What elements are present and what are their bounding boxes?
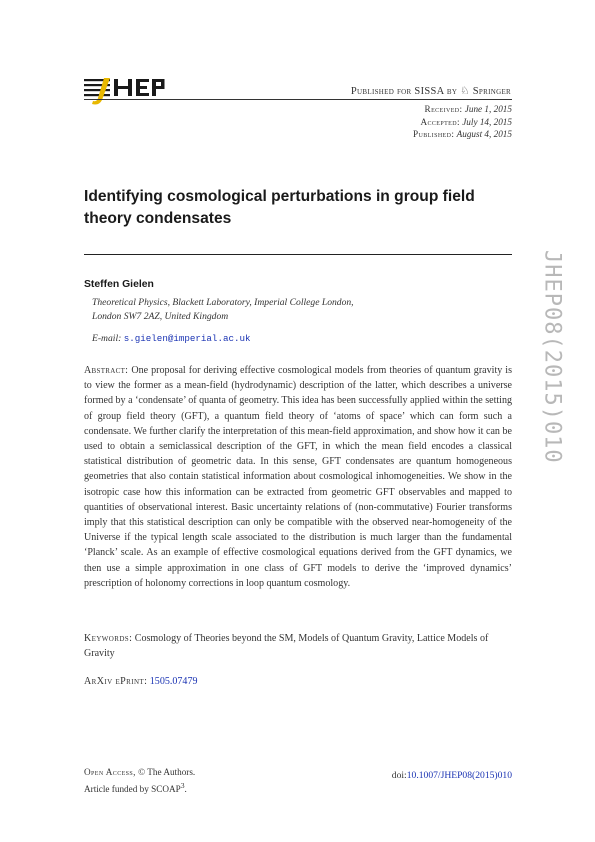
open-access-label: Open Access, xyxy=(84,767,136,777)
author-name: Steffen Gielen xyxy=(84,279,154,290)
accepted-label: Accepted: xyxy=(420,116,460,127)
published-for-label: Published for SISSA by xyxy=(350,86,458,97)
affiliation-line-1: Theoretical Physics, Blackett Laboratory, Imperial College London, xyxy=(92,297,354,308)
open-access-note xyxy=(84,766,195,796)
keywords xyxy=(84,631,512,661)
keywords-label: Keywords: xyxy=(84,633,133,644)
funding-line xyxy=(84,779,195,796)
arxiv-link[interactable]: 1505.07479 xyxy=(149,676,198,687)
accepted-row xyxy=(330,116,512,129)
received-date: June 1, 2015 xyxy=(464,104,512,114)
copyright-text: © The Authors. xyxy=(138,767,196,777)
published-row xyxy=(330,128,512,141)
abstract xyxy=(84,363,512,591)
keywords-text: Cosmology of Theories beyond the SM, Models of Quantum Gravity, Lattice Models of Gravity xyxy=(84,633,489,660)
abstract-text: One proposal for deriving effective cosmological models from theories of quantum gravity is to view the former as a mean-field (hydrodynamic) description of the latter, which describes a universe formed by a ‘condensate’ of quanta of geometry. This idea has been successfully applied within the setting of group field theory (GFT), a quantum field theory of ‘atoms of space’ which can form such a condensate. We further clarify the interpretation of this mean-field approximation, and show how it can be used to obtain a semiclassical description of the GFT, in which the mean field encodes a classical statistical distribution of geometric data. In this sense, GFT condensates are quantum homogeneous geometries that also contain statistical information about cosmological inhomogeneities. We show in the isotropic case how this information can be extracted from geometric GFT observables and mapped to quantities of observational interest. Basic uncertainty relations of (non-commutative) Fourier transforms imply that this statistical description can only be compatible with the observed near-homogeneity of the Universe if the typical length scale associated to the distribution is much larger than the fundamental ‘Planck’ scale. As an example of effective cosmological equations derived from the GFT dynamics, we then use a simple approximation in one class of GFT models to derive the ‘improved dynamics’ prescription of holonomy corrections in loop quantum cosmology. xyxy=(84,365,513,589)
published-label: Published: xyxy=(412,129,455,139)
published-date: August 4, 2015 xyxy=(456,129,512,139)
dates-block xyxy=(330,103,512,141)
doi-label: doi: xyxy=(391,770,407,781)
side-identifier: JHEP08(2015)010 xyxy=(539,250,565,464)
open-access-line xyxy=(84,766,195,779)
email-label: E-mail: xyxy=(92,333,122,344)
title-rule xyxy=(84,254,512,255)
email-link[interactable]: s.gielen@imperial.ac.uk xyxy=(123,333,251,344)
funding-end: . xyxy=(184,784,187,795)
funding-text: Article funded by SCOAP xyxy=(84,784,181,795)
affiliation xyxy=(92,296,412,324)
doi-line xyxy=(330,770,512,781)
affiliation-line-2: London SW7 2AZ, United Kingdom xyxy=(92,311,229,322)
jhep-logo xyxy=(84,76,168,106)
header-rule xyxy=(84,99,512,100)
received-row xyxy=(330,103,512,116)
publisher-line xyxy=(300,85,511,97)
paper-title: Identifying cosmological perturbations in group field theory condensates xyxy=(84,188,475,227)
publisher-name: Springer xyxy=(472,86,511,97)
accepted-date: July 14, 2015 xyxy=(462,116,512,127)
arxiv-label: ArXiv ePrint: xyxy=(84,676,148,687)
email-line xyxy=(92,333,251,344)
springer-horse-icon: ♘ xyxy=(460,86,470,97)
received-label: Received: xyxy=(424,104,463,114)
abstract-label: Abstract: xyxy=(84,365,129,376)
arxiv-eprint xyxy=(84,676,198,687)
doi-link[interactable]: 10.1007/JHEP08(2015)010 xyxy=(406,770,512,781)
funding-sup: 3 xyxy=(180,781,185,790)
